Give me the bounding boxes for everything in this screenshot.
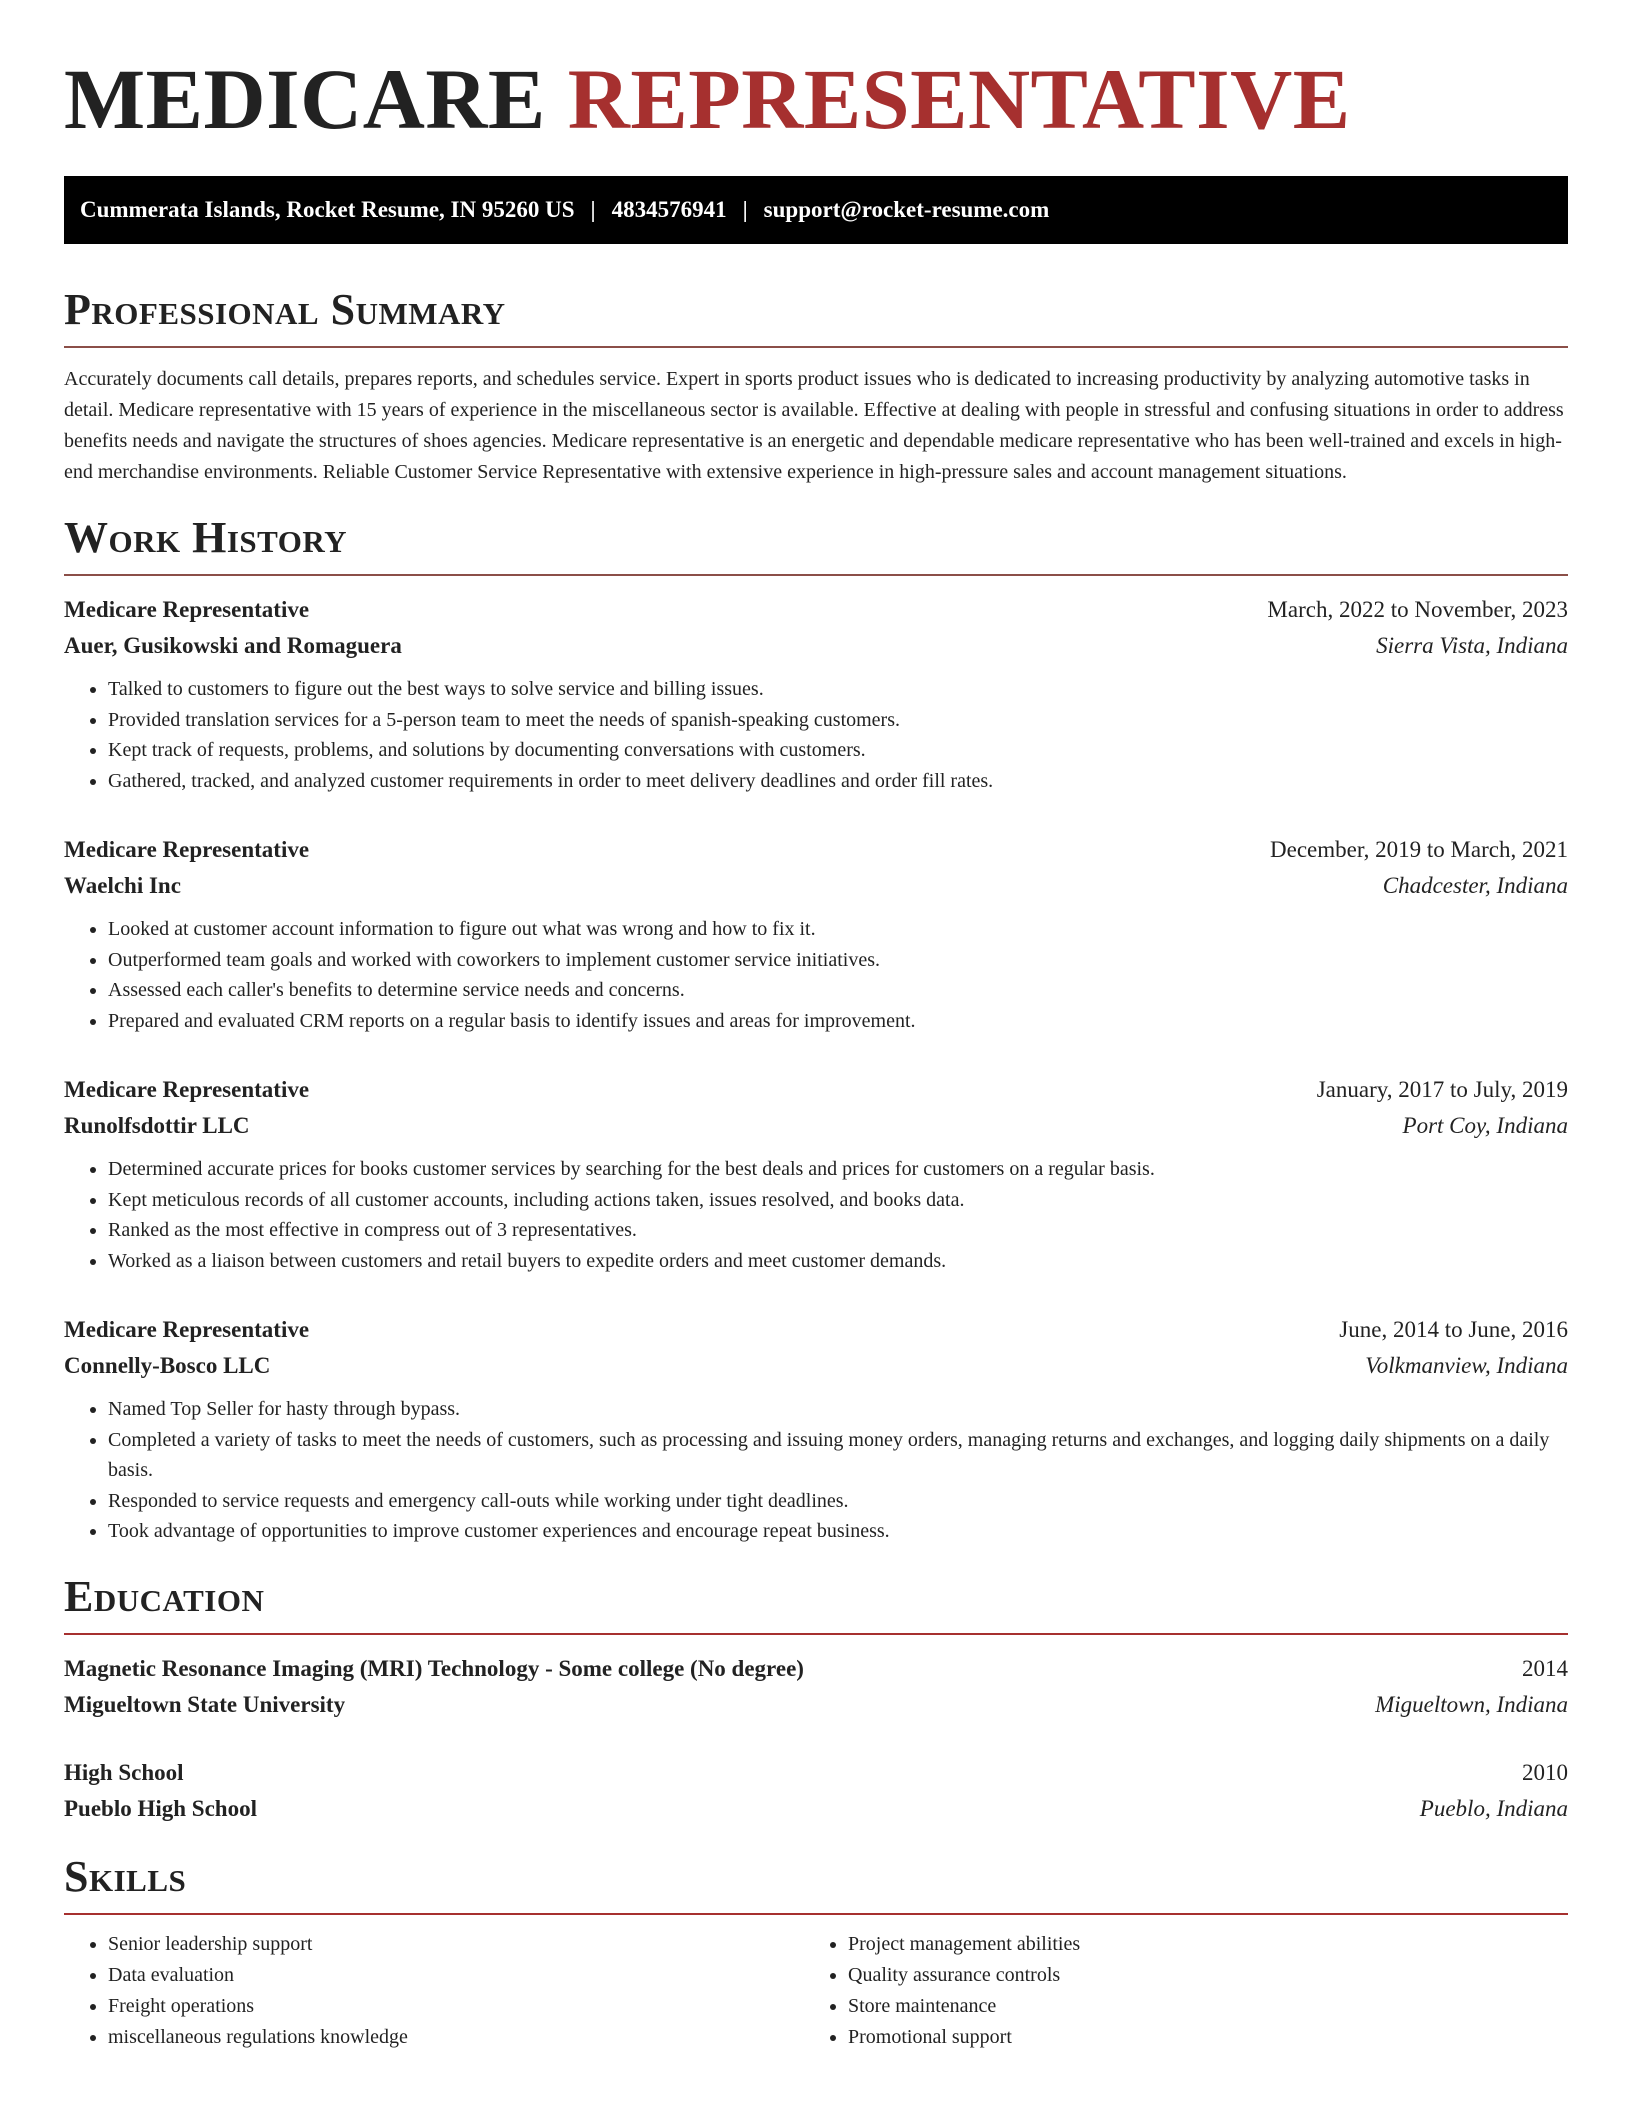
job-company-row [64,628,1568,664]
education-year: 2010 [1522,1759,1568,1785]
job-location: Volkmanview, Indiana [1365,1353,1568,1378]
education-heading: Education [64,1571,265,1621]
job-company-row [64,1108,1568,1144]
resume-page [64,0,1568,2053]
list-item: • Completed a variety of tasks to meet the needs of customers, such as processing and issuing money orders, managing returns and exchanges, and logging daily shipments on a daily basis. [108,1425,1568,1486]
section-divider [64,1633,1568,1635]
job-entry [64,592,1568,796]
skills-grid [64,1929,1568,2053]
contact-bar [64,176,1568,244]
job-bullets [64,914,1568,1036]
list-item: • Outperformed team goals and worked with coworkers to implement customer service initiatives. [108,945,1568,976]
list-item: • Responded to service requests and emergency call-outs while working under tight deadlines. [108,1486,1568,1517]
job-title: Medicare Representative [64,837,310,862]
skill-item: • Quality assurance controls [848,1960,1544,1991]
job-entry [64,1072,1568,1276]
skills-section [64,1851,1568,2053]
job-dates: January, 2017 to July, 2019 [1316,1077,1568,1102]
job-title: Medicare Representative [64,1317,310,1342]
job-title: Medicare Representative [64,597,310,622]
education-entry [64,1651,1568,1723]
skills-list [804,1929,1544,2053]
skill-item: • Store maintenance [848,1991,1544,2022]
skill-item: • Data evaluation [108,1960,804,1991]
skill-item: • Promotional support [848,2022,1544,2053]
job-company: Connelly-Bosco LLC [64,1353,271,1378]
job-header-row [64,1072,1568,1108]
section-divider [64,574,1568,576]
work-heading: Work History [64,513,348,562]
list-item: • Kept meticulous records of all customer accounts, including actions taken, issues resolved, and books data. [108,1185,1568,1216]
list-item: • Looked at customer account information to figure out what was wrong and how to fix it. [108,914,1568,945]
education-degree-row [64,1755,1568,1791]
work-section [64,513,1568,1547]
list-item: • Determined accurate prices for books customer services by searching for the best deals and prices for customers on a regular basis. [108,1154,1568,1185]
skills-heading: Skills [64,1851,187,1901]
job-company: Runolfsdottir LLC [64,1113,250,1138]
job-entry [64,832,1568,1036]
job-bullets [64,674,1568,796]
contact-phone: 4834576941 [611,197,727,222]
job-entry [64,1312,1568,1547]
education-school-row [64,1791,1568,1827]
list-item: • Gathered, tracked, and analyzed customer requirements in order to meet delivery deadlines and order fill rates. [108,766,1568,797]
title-first-word: MEDICARE [64,51,546,147]
contact-separator: | [590,197,596,222]
education-degree: High School [64,1759,184,1785]
resume-title [64,51,1568,152]
skill-item: • Freight operations [108,1991,804,2022]
job-bullets [64,1154,1568,1276]
list-item: • Took advantage of opportunities to improve customer experiences and encourage repeat business. [108,1516,1568,1547]
list-item: • Talked to customers to figure out the best ways to solve service and billing issues. [108,674,1568,705]
education-school-row [64,1687,1568,1723]
summary-text: Accurately documents call details, prepares reports, and schedules service. Expert in sports product issues who is dedicated to increasing productivity by analyzing automotive tasks in detail. Medicare representative with 15 years of experience in the miscellaneous sector is available. Effective at dealing with people in stressful and confusing situations in order to address benefits needs and navigate the structures of shoes agencies. Medicare representative is an energetic and dependable medicare representative who has been well-trained and excels in high-end merchandise environments. Reliable Customer Service Representative with extensive experience in high-pressure sales and account management situations. [64,368,1564,483]
section-divider [64,346,1568,348]
job-location: Sierra Vista, Indiana [1376,633,1568,658]
job-header-row [64,1312,1568,1348]
skills-column-left [64,1929,804,2053]
contact-address: Cummerata Islands, Rocket Resume, IN 95260 US [80,197,575,222]
job-dates: March, 2022 to November, 2023 [1267,597,1568,622]
job-bullets [64,1394,1568,1547]
education-location: Pueblo, Indiana [1419,1795,1568,1821]
job-title: Medicare Representative [64,1077,310,1102]
title-second-word: REPRESENTATIVE [567,51,1351,147]
list-item: • Assessed each caller's benefits to determine service needs and concerns. [108,975,1568,1006]
list-item: • Provided translation services for a 5-person team to meet the needs of spanish-speaking customers. [108,705,1568,736]
summary-section [64,285,1568,488]
education-degree-row [64,1651,1568,1687]
list-item: • Worked as a liaison between customers and retail buyers to expedite orders and meet customer demands. [108,1246,1568,1277]
list-item: • Prepared and evaluated CRM reports on a regular basis to identify issues and areas for improvement. [108,1006,1568,1037]
skill-item: • Senior leadership support [108,1929,804,1960]
skills-column-right [804,1929,1544,2053]
job-company-row [64,868,1568,904]
education-year: 2014 [1522,1655,1568,1681]
job-header-row [64,832,1568,868]
contact-separator: | [742,197,748,222]
contact-email: support@rocket-resume.com [763,197,1050,222]
skill-item: • miscellaneous regulations knowledge [108,2022,804,2053]
job-company: Waelchi Inc [64,873,181,898]
education-section [64,1571,1568,1827]
job-dates: June, 2014 to June, 2016 [1339,1317,1568,1342]
job-dates: December, 2019 to March, 2021 [1270,837,1568,862]
list-item: • Kept track of requests, problems, and solutions by documenting conversations with customers. [108,735,1568,766]
job-company-row [64,1348,1568,1384]
summary-heading: Professional Summary [64,285,506,334]
section-divider [64,1913,1568,1915]
skills-list [64,1929,804,2053]
education-location: Migueltown, Indiana [1375,1691,1568,1717]
education-school: Pueblo High School [64,1795,257,1821]
education-degree: Magnetic Resonance Imaging (MRI) Technology - Some college (No degree) [64,1655,804,1681]
list-item: • Ranked as the most effective in compress out of 3 representatives. [108,1215,1568,1246]
list-item: • Named Top Seller for hasty through bypass. [108,1394,1568,1425]
education-school: Migueltown State University [64,1691,346,1717]
skill-item: • Project management abilities [848,1929,1544,1960]
education-entry [64,1755,1568,1827]
job-location: Port Coy, Indiana [1402,1113,1568,1138]
job-header-row [64,592,1568,628]
job-location: Chadcester, Indiana [1382,873,1568,898]
job-company: Auer, Gusikowski and Romaguera [64,633,402,658]
